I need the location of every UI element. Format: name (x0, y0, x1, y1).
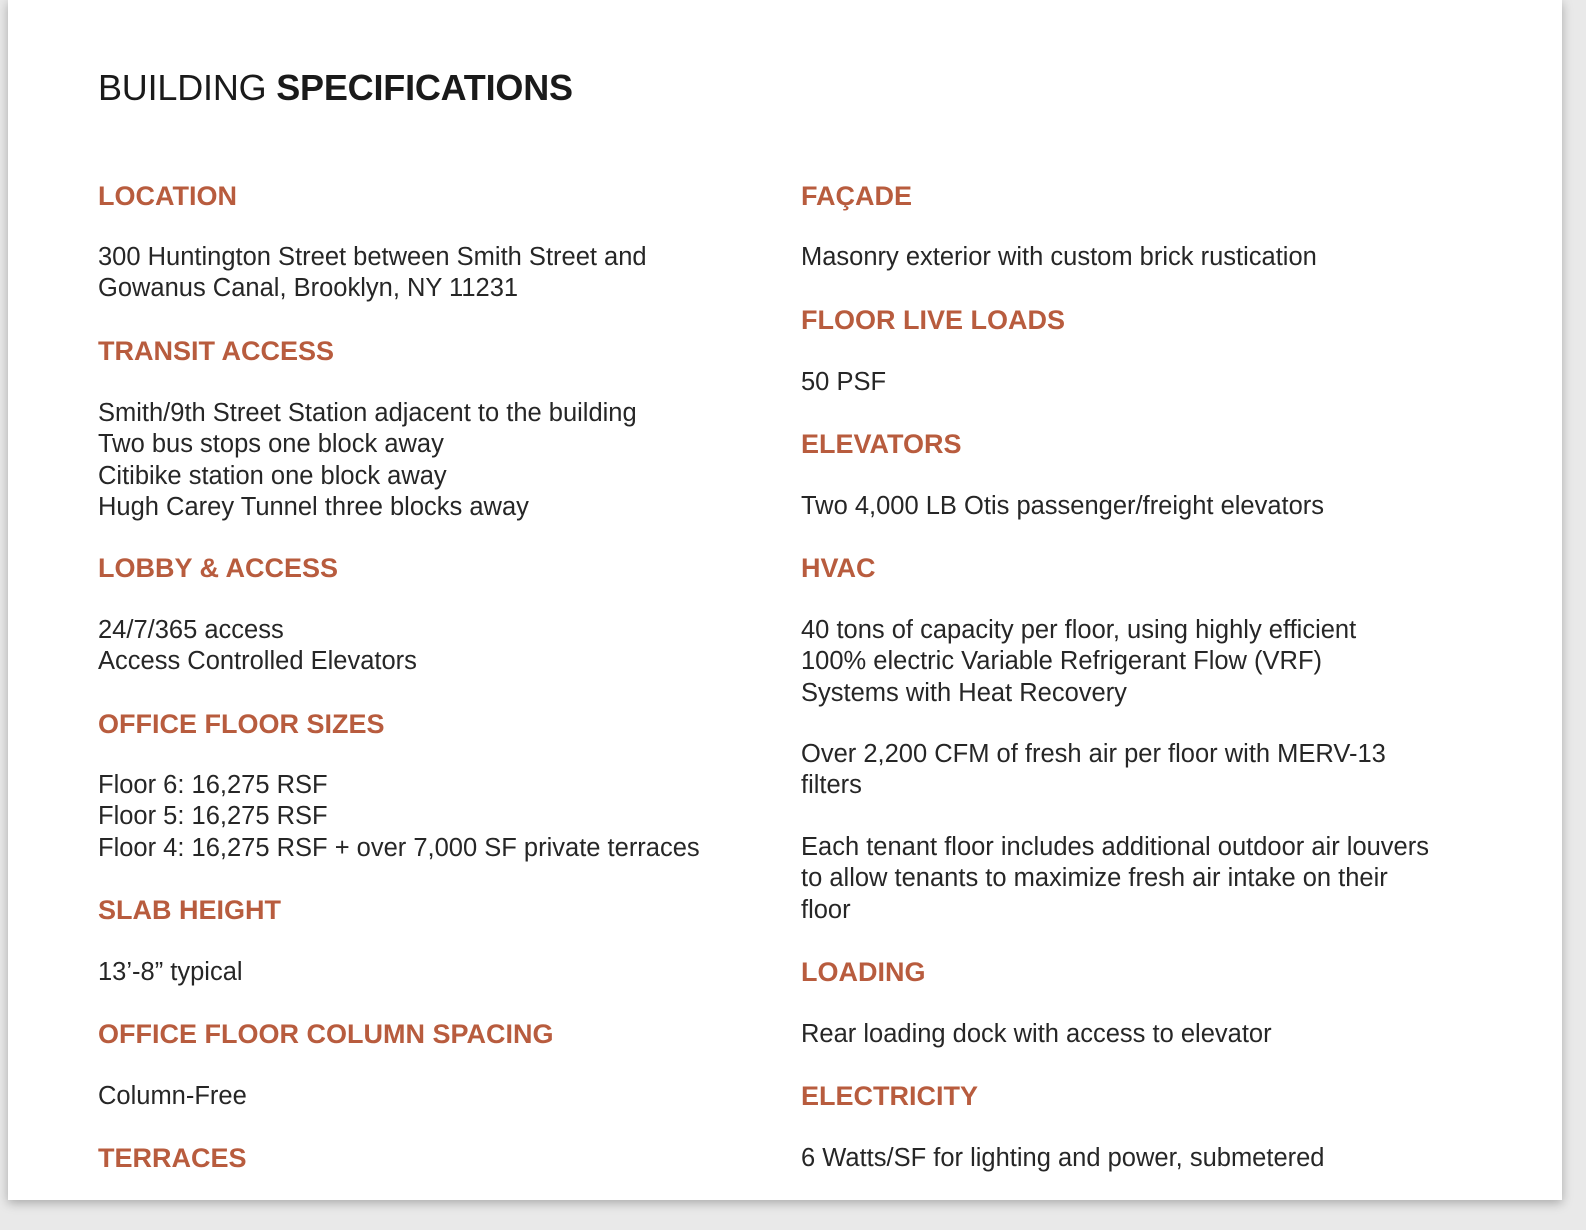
body-line: filters (801, 771, 862, 800)
body-line: 50 PSF (801, 368, 887, 396)
page-title-bold: SPECIFICATIONS (276, 67, 573, 108)
section-heading-transit-access: TRANSIT ACCESS (98, 336, 335, 366)
section-body-hvac-louvers (801, 832, 1429, 926)
section-body-facade (801, 242, 1317, 273)
body-line: 24/7/365 access (98, 616, 284, 644)
spec-sheet-page (8, 0, 1562, 1200)
body-line: Smith/9th Street Station adjacent to the building (98, 399, 637, 427)
section-body-loading (801, 1019, 1272, 1050)
section-heading-electricity: ELECTRICITY (801, 1081, 979, 1111)
section-body-slab-height (98, 957, 243, 988)
section-body-office-floor-sizes (98, 770, 700, 864)
section-body-hvac-capacity (801, 615, 1356, 709)
section-body-lobby-access (98, 615, 417, 678)
section-heading-office-floor-sizes: OFFICE FLOOR SIZES (98, 709, 385, 739)
body-line: to allow tenants to maximize fresh air intake on their (801, 864, 1388, 893)
body-line: Floor 5: 16,275 RSF (98, 802, 328, 831)
body-line: floor (801, 895, 851, 924)
body-line: 300 Huntington Street between Smith Street and (98, 243, 647, 271)
section-heading-hvac: HVAC (801, 553, 876, 583)
section-heading-slab-height: SLAB HEIGHT (98, 895, 282, 925)
body-line: 13’-8” typical (98, 958, 243, 986)
section-heading-column-spacing: OFFICE FLOOR COLUMN SPACING (98, 1019, 554, 1049)
body-line: Floor 6: 16,275 RSF (98, 771, 328, 799)
section-body-column-spacing (98, 1081, 247, 1112)
section-heading-floor-live-loads: FLOOR LIVE LOADS (801, 305, 1066, 335)
section-body-hvac-fresh-air (801, 739, 1386, 802)
body-line: 100% electric Variable Refrigerant Flow (VRF) (801, 647, 1323, 676)
section-heading-loading: LOADING (801, 957, 926, 987)
body-line: Over 2,200 CFM of fresh air per floor with MERV-13 (801, 740, 1386, 768)
body-line: Two bus stops one block away (98, 430, 444, 459)
body-line: Floor 4: 16,275 RSF + over 7,000 SF private terraces (98, 833, 700, 862)
body-line: Two 4,000 LB Otis passenger/freight elevators (801, 492, 1325, 520)
page-title-light: BUILDING (98, 67, 267, 108)
page-title (98, 66, 573, 110)
body-line: Each tenant floor includes additional outdoor air louvers (801, 833, 1429, 861)
section-heading-facade: FAÇADE (801, 181, 913, 211)
section-body-location (98, 242, 647, 305)
body-line: Masonry exterior with custom brick rustication (801, 243, 1317, 271)
body-line: 40 tons of capacity per floor, using highly efficient (801, 616, 1357, 644)
body-line: 6 Watts/SF for lighting and power, submetered (801, 1144, 1325, 1172)
section-body-transit-access (98, 398, 637, 523)
body-line: Hugh Carey Tunnel three blocks away (98, 492, 529, 521)
section-heading-lobby-access: LOBBY & ACCESS (98, 553, 339, 583)
body-line: Gowanus Canal, Brooklyn, NY 11231 (98, 274, 519, 303)
body-line: Rear loading dock with access to elevator (801, 1020, 1272, 1048)
section-heading-location: LOCATION (98, 181, 237, 211)
section-heading-terraces: TERRACES (98, 1143, 247, 1173)
section-body-floor-live-loads (801, 367, 886, 398)
section-body-elevators (801, 491, 1324, 522)
body-line: Column-Free (98, 1082, 247, 1110)
section-body-electricity (801, 1143, 1325, 1174)
body-line: Citibike station one block away (98, 461, 447, 490)
body-line: Access Controlled Elevators (98, 647, 417, 676)
body-line: Systems with Heat Recovery (801, 678, 1127, 707)
section-heading-elevators: ELEVATORS (801, 429, 962, 459)
